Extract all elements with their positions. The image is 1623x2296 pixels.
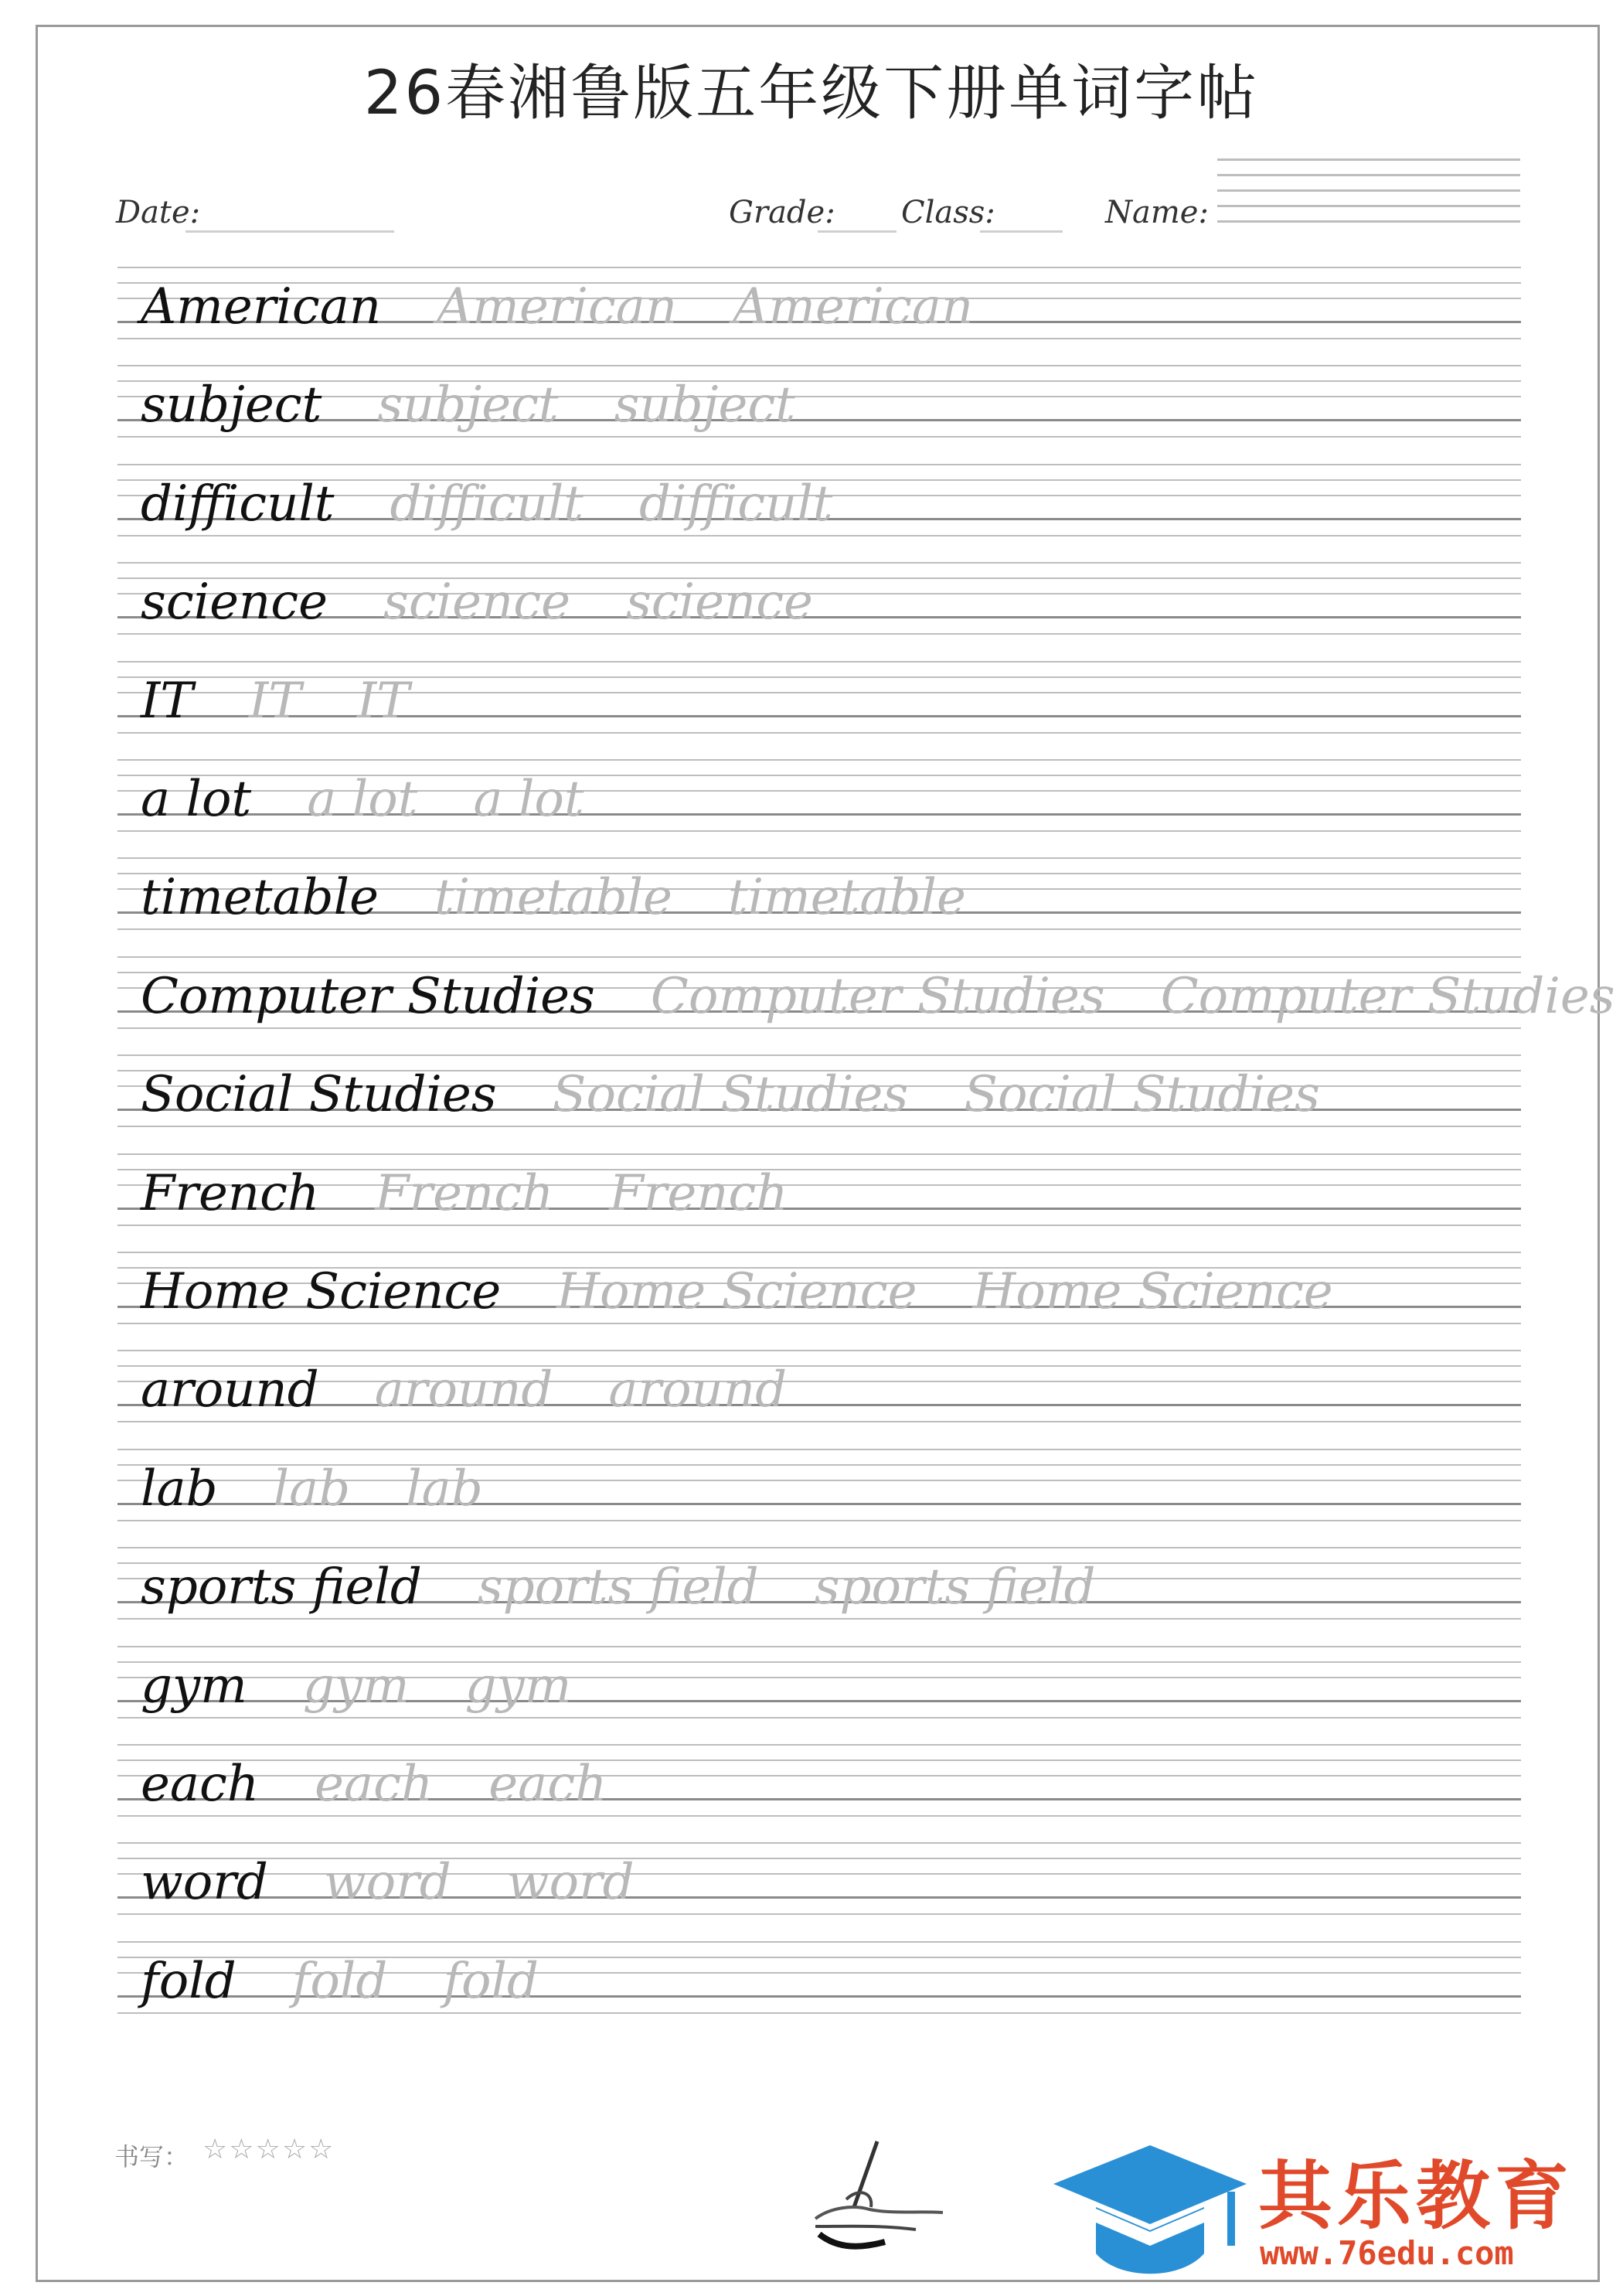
practice-row xyxy=(117,1646,1521,1731)
trace-word: a lot xyxy=(307,771,418,828)
trace-word: timetable xyxy=(434,869,672,926)
word-group xyxy=(141,1851,690,1913)
word-group xyxy=(141,473,889,535)
model-word: word xyxy=(141,1854,268,1911)
model-word: fold xyxy=(141,1953,236,2010)
trace-word: Computer Studies xyxy=(650,968,1105,1025)
word-group xyxy=(141,1261,1389,1323)
guide-line xyxy=(117,857,1521,859)
guide-line xyxy=(117,732,1521,734)
model-word: timetable xyxy=(141,869,379,926)
guide-line xyxy=(117,535,1521,537)
writing-label: 书写： xyxy=(114,2142,189,2172)
trace-word: gym xyxy=(464,1657,572,1715)
guide-line xyxy=(117,830,1521,832)
guide-line xyxy=(117,1054,1521,1056)
trace-word: word xyxy=(506,1854,635,1911)
word-group xyxy=(141,1753,662,1815)
graduation-cap-icon xyxy=(1050,2138,1250,2292)
trace-word: Home Science xyxy=(556,1263,917,1320)
trace-word: a lot xyxy=(473,771,584,828)
guide-line xyxy=(117,1225,1521,1226)
guide-line xyxy=(117,1350,1521,1351)
practice-row xyxy=(117,1350,1521,1435)
practice-row xyxy=(117,464,1521,549)
word-group xyxy=(141,1359,842,1421)
class-field[interactable] xyxy=(980,230,1063,233)
trace-word: subject xyxy=(614,376,795,434)
guide-line xyxy=(117,928,1521,930)
class-label: Class: xyxy=(901,195,995,230)
guide-line xyxy=(117,759,1521,761)
practice-row xyxy=(117,365,1521,450)
practice-row xyxy=(117,267,1521,352)
model-word: lab xyxy=(141,1460,218,1518)
model-word: difficult xyxy=(141,475,335,533)
guide-line xyxy=(117,1744,1521,1746)
trace-word: American xyxy=(437,278,678,336)
model-word: subject xyxy=(141,376,322,434)
brand-logo xyxy=(1050,2138,1606,2292)
trace-word: timetable xyxy=(727,869,966,926)
trace-word: sports field xyxy=(814,1558,1096,1616)
model-word: around xyxy=(141,1361,319,1419)
guide-line xyxy=(117,365,1521,366)
trace-word: French xyxy=(375,1165,554,1222)
practice-row xyxy=(117,1054,1521,1139)
trace-word: IT xyxy=(248,673,301,730)
guide-line xyxy=(117,1153,1521,1155)
guide-line xyxy=(117,1646,1521,1647)
guide-line xyxy=(117,1815,1521,1817)
practice-row xyxy=(117,1547,1521,1632)
writing-rating-stars[interactable]: ☆☆☆☆☆ xyxy=(202,2134,335,2165)
trace-word: difficult xyxy=(639,475,833,533)
model-word: American xyxy=(141,278,382,336)
model-word: Computer Studies xyxy=(141,968,595,1025)
page-title: 26春湘鲁版五年级下册单词字帖 xyxy=(363,59,1260,128)
date-field[interactable] xyxy=(185,230,394,233)
guide-line xyxy=(117,464,1521,465)
guide-line xyxy=(117,1323,1521,1324)
trace-word: each xyxy=(315,1756,434,1813)
trace-word: sports field xyxy=(477,1558,759,1616)
guide-line xyxy=(117,1618,1521,1620)
trace-word: gym xyxy=(302,1657,410,1715)
model-word: science xyxy=(141,574,328,631)
practice-row xyxy=(117,956,1615,1041)
guide-line xyxy=(117,1252,1521,1253)
trace-word: around xyxy=(608,1361,788,1419)
word-group xyxy=(141,768,640,830)
guide-line xyxy=(117,1913,1521,1915)
practice-row xyxy=(117,1153,1521,1238)
word-group xyxy=(141,1064,1376,1126)
word-group xyxy=(141,1163,843,1225)
trace-word: Social Studies xyxy=(552,1066,909,1123)
word-group xyxy=(141,1556,1152,1618)
trace-word: IT xyxy=(356,673,410,730)
guide-line xyxy=(117,1520,1521,1521)
guide-line xyxy=(117,562,1521,564)
trace-word: science xyxy=(625,574,813,631)
guide-line xyxy=(117,436,1521,438)
guide-line xyxy=(117,1717,1521,1719)
practice-row xyxy=(117,562,1521,647)
model-word: a lot xyxy=(141,771,252,828)
model-word: each xyxy=(141,1756,260,1813)
word-group xyxy=(141,1950,594,2012)
guide-line xyxy=(117,1421,1521,1422)
trace-word: around xyxy=(374,1361,553,1419)
trace-word: lab xyxy=(406,1460,483,1518)
practice-row xyxy=(117,661,1521,746)
model-word: Social Studies xyxy=(141,1066,497,1123)
guide-line xyxy=(117,1547,1521,1548)
name-label: Name: xyxy=(1105,195,1209,230)
model-word: gym xyxy=(141,1657,247,1715)
model-word: IT xyxy=(141,673,193,730)
guide-line xyxy=(117,956,1521,958)
grade-label: Grade: xyxy=(729,195,835,230)
word-group xyxy=(141,571,869,633)
word-group xyxy=(141,276,1029,338)
trace-word: American xyxy=(733,278,974,336)
guide-line xyxy=(117,267,1521,268)
practice-row xyxy=(117,1941,1521,2026)
guide-line xyxy=(117,1842,1521,1844)
trace-word: lab xyxy=(273,1460,351,1518)
brand-url[interactable]: www.76edu.com xyxy=(1260,2234,1514,2272)
trace-word: difficult xyxy=(390,475,584,533)
trace-word: word xyxy=(323,1854,451,1911)
practice-row xyxy=(117,1744,1521,1829)
trace-word: subject xyxy=(377,376,559,434)
model-word: sports field xyxy=(141,1558,422,1616)
date-label: Date: xyxy=(116,195,201,230)
guide-line xyxy=(117,338,1521,339)
trace-word: fold xyxy=(443,1953,539,2010)
brand-name: 其乐教育 xyxy=(1258,2153,1574,2240)
guide-line xyxy=(117,661,1521,663)
trace-word: science xyxy=(383,574,570,631)
trace-word: Computer Studies xyxy=(1160,968,1615,1025)
practice-row xyxy=(117,1449,1521,1534)
word-group xyxy=(141,966,1623,1027)
trace-word: Home Science xyxy=(972,1263,1333,1320)
guide-line xyxy=(117,1449,1521,1450)
hand-writing-icon xyxy=(800,2134,947,2250)
practice-row xyxy=(117,857,1521,942)
practice-row xyxy=(117,1252,1521,1337)
model-word: French xyxy=(141,1165,320,1222)
guide-line xyxy=(117,1027,1521,1029)
model-word: Home Science xyxy=(141,1263,502,1320)
word-group xyxy=(141,670,465,732)
trace-word: fold xyxy=(291,1953,388,2010)
guide-line xyxy=(117,1941,1521,1943)
grade-field[interactable] xyxy=(818,230,897,233)
word-group xyxy=(141,867,1022,928)
practice-row xyxy=(117,759,1521,844)
word-group xyxy=(141,1655,627,1717)
word-group xyxy=(141,1458,539,1520)
word-group xyxy=(141,374,851,436)
guide-line xyxy=(117,633,1521,635)
trace-word: Social Studies xyxy=(964,1066,1320,1123)
name-field[interactable] xyxy=(1217,158,1520,236)
guide-line xyxy=(117,2012,1521,2014)
guide-line xyxy=(117,1126,1521,1127)
trace-word: French xyxy=(609,1165,788,1222)
trace-word: each xyxy=(488,1756,607,1813)
practice-row xyxy=(117,1842,1521,1927)
